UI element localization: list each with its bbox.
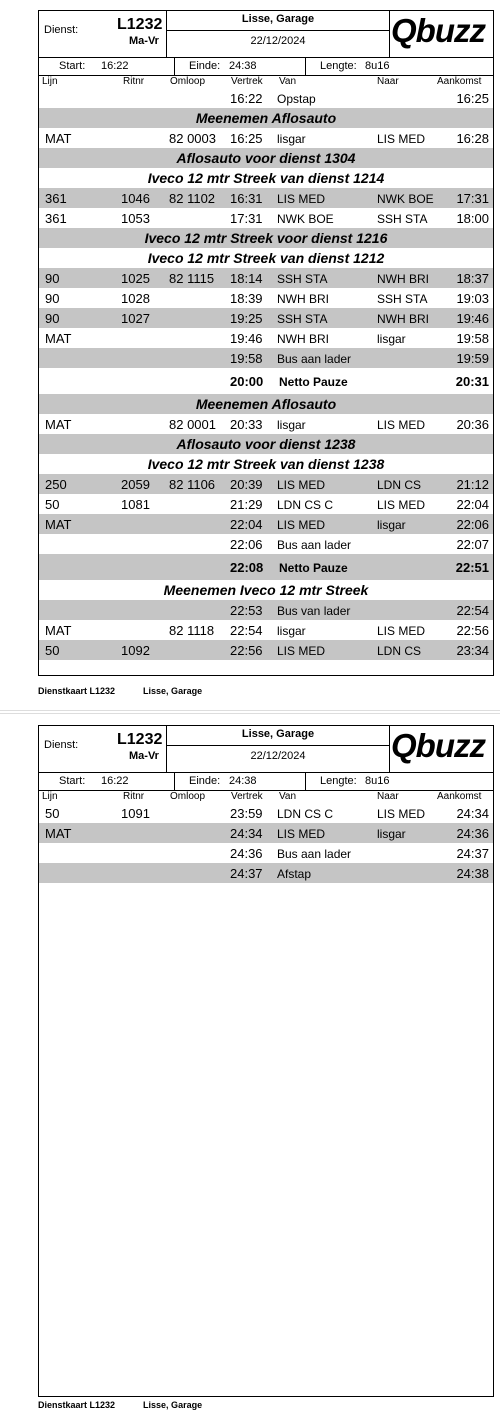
- location: Lisse, Garage: [241, 13, 315, 25]
- cell-naar: LIS MED: [377, 624, 426, 638]
- cell-vertrek: 17:31: [230, 211, 263, 226]
- cell-vertrek: 20:33: [230, 417, 263, 432]
- cell-vertrek: 19:46: [230, 331, 263, 346]
- dienst-number: L1232: [117, 16, 163, 33]
- pause-start: 20:00: [230, 374, 264, 389]
- dienst-days: Ma-Vr: [129, 750, 159, 762]
- cell-ritnr: 1028: [121, 291, 150, 306]
- col-vertrek: Vertrek: [231, 76, 263, 87]
- cell-van: Afstap: [277, 867, 312, 881]
- col-ritnr: Ritnr: [123, 791, 145, 802]
- table-row: [39, 414, 493, 434]
- cell-van: Bus aan lader: [277, 847, 352, 861]
- cell-lijn: MAT: [45, 826, 72, 841]
- cell-omloop: 82 1118: [169, 623, 215, 638]
- cell-van: SSH STA: [277, 312, 328, 326]
- cell-van: LDN CS C: [277, 498, 334, 512]
- cell-ritnr: 1081: [121, 497, 150, 512]
- cell-lijn: MAT: [45, 417, 72, 432]
- cell-vertrek: 22:54: [230, 623, 263, 638]
- table-row: [39, 474, 493, 494]
- table-row: [39, 803, 493, 823]
- header: [39, 11, 493, 58]
- cell-ritnr: 1046: [121, 191, 150, 206]
- cell-van: LIS MED: [277, 644, 326, 658]
- cell-van: LIS MED: [277, 478, 326, 492]
- cell-ritnr: 1027: [121, 311, 150, 326]
- pause-start: 22:08: [230, 560, 264, 575]
- cell-van: lisgar: [277, 418, 306, 432]
- table-row: [39, 843, 493, 863]
- summary-row: [39, 773, 493, 791]
- section-header: Meenemen Iveco 12 mtr Streek: [163, 582, 369, 598]
- cell-aankomst: 19:03: [456, 291, 489, 306]
- pause-end: 22:51: [455, 560, 489, 575]
- cell-van: NWH BRI: [277, 292, 329, 306]
- table-row: [39, 188, 493, 208]
- cell-aankomst: 24:34: [456, 806, 489, 821]
- einde-label: Einde:: [189, 775, 221, 787]
- cell-vertrek: 22:06: [230, 537, 263, 552]
- col-omloop: Omloop: [170, 791, 206, 802]
- table-row: [39, 128, 493, 148]
- section-header: Aflosauto voor dienst 1304: [39, 148, 493, 168]
- cell-lijn: 50: [45, 643, 60, 658]
- section-header: Iveco 12 mtr Streek van dienst 1212: [147, 250, 385, 266]
- page-2: [0, 713, 500, 1427]
- cell-lijn: 50: [45, 497, 60, 512]
- cell-ritnr: 1025: [121, 271, 150, 286]
- cell-ritnr: 2059: [121, 477, 150, 492]
- cell-naar: lisgar: [377, 827, 406, 841]
- cell-ritnr: 1053: [121, 211, 150, 226]
- table-row: [39, 823, 493, 843]
- cell-aankomst: 24:36: [456, 826, 489, 841]
- cell-vertrek: 22:56: [230, 643, 263, 658]
- footer-dienst: Dienstkaart L1232: [38, 1400, 116, 1410]
- cell-omloop: 82 0001: [169, 417, 216, 432]
- column-header: [39, 791, 493, 803]
- cell-naar: LDN CS: [377, 644, 422, 658]
- section-header: Iveco 12 mtr Streek van dienst 1238: [147, 456, 385, 472]
- cell-van: Bus aan lader: [277, 538, 352, 552]
- start-label: Start:: [59, 60, 86, 72]
- cell-van: LDN CS C: [277, 807, 334, 821]
- footer-location: Lisse, Garage: [143, 686, 203, 696]
- lengte-value: 8u16: [365, 775, 390, 787]
- cell-lijn: 361: [45, 211, 67, 226]
- schedule-table: [39, 88, 493, 660]
- col-naar: Naar: [377, 791, 399, 802]
- cell-vertrek: 20:39: [230, 477, 263, 492]
- cell-aankomst: 24:38: [456, 866, 489, 881]
- cell-aankomst: 21:12: [456, 477, 489, 492]
- table-row: [39, 208, 493, 228]
- cell-vertrek: 16:25: [230, 131, 263, 146]
- cell-aankomst: 16:25: [456, 91, 489, 106]
- qbuzz-logo: Qbuzz: [391, 12, 485, 49]
- cell-omloop: 82 1115: [169, 271, 215, 286]
- cell-aankomst: 18:37: [456, 271, 489, 286]
- section-header: Meenemen Aflosauto: [39, 108, 493, 128]
- date: 22/12/2024: [250, 750, 306, 762]
- cell-lijn: 90: [45, 311, 60, 326]
- cell-van: SSH STA: [277, 272, 328, 286]
- cell-vertrek: 21:29: [230, 497, 263, 512]
- cell-van: lisgar: [277, 132, 306, 146]
- table-row: [39, 620, 493, 640]
- col-lijn: Lijn: [42, 791, 58, 802]
- cell-naar: NWH BRI: [377, 272, 429, 286]
- cell-omloop: 82 0003: [169, 131, 216, 146]
- cell-van: LIS MED: [277, 192, 326, 206]
- start-time: 16:22: [101, 775, 129, 787]
- cell-aankomst: 20:36: [456, 417, 489, 432]
- cell-van: Bus van lader: [277, 604, 351, 618]
- table-row: [39, 328, 493, 348]
- pause-label: Netto Pauze: [279, 561, 348, 575]
- cell-aankomst: 18:00: [456, 211, 489, 226]
- section-header: Aflosauto voor dienst 1238: [39, 434, 493, 454]
- dienst-label: Dienst:: [44, 24, 79, 36]
- col-aankomst: Aankomst: [437, 76, 482, 87]
- cell-aankomst: 19:46: [456, 311, 489, 326]
- einde-time: 24:38: [229, 60, 257, 72]
- col-van: Van: [279, 791, 297, 802]
- start-time: 16:22: [101, 60, 129, 72]
- cell-van: LIS MED: [277, 518, 326, 532]
- cell-lijn: 90: [45, 291, 60, 306]
- cell-naar: lisgar: [377, 332, 406, 346]
- section-header: Iveco 12 mtr Streek voor dienst 1216: [39, 228, 493, 248]
- cell-van: Bus aan lader: [277, 352, 352, 366]
- cell-vertrek: 23:59: [230, 806, 263, 821]
- lengte-value: 8u16: [365, 60, 390, 72]
- cell-vertrek: 22:04: [230, 517, 263, 532]
- dienstkaart-frame: [38, 10, 494, 676]
- table-row: [39, 494, 493, 514]
- schedule-table: [39, 803, 493, 883]
- cell-vertrek: 18:14: [230, 271, 263, 286]
- cell-aankomst: 16:28: [456, 131, 489, 146]
- cell-naar: LIS MED: [377, 132, 426, 146]
- cell-omloop: 82 1102: [169, 191, 216, 206]
- table-row: [39, 514, 493, 534]
- cell-van: NWH BRI: [277, 332, 329, 346]
- col-lijn: Lijn: [42, 76, 58, 87]
- cell-aankomst: 22:07: [456, 537, 489, 552]
- cell-vertrek: 24:36: [230, 846, 263, 861]
- cell-aankomst: 22:56: [456, 623, 489, 638]
- table-row: [39, 288, 493, 308]
- col-aankomst: Aankomst: [437, 791, 482, 802]
- dienst-number: L1232: [117, 731, 163, 748]
- col-ritnr: Ritnr: [123, 76, 145, 87]
- table-row: [39, 348, 493, 368]
- table-row: [39, 308, 493, 328]
- cell-ritnr: 1091: [121, 806, 150, 821]
- cell-lijn: 50: [45, 806, 60, 821]
- table-row: [39, 88, 493, 108]
- dienst-days: Ma-Vr: [129, 35, 159, 47]
- cell-aankomst: 17:31: [456, 191, 489, 206]
- cell-naar: NWH BRI: [377, 312, 429, 326]
- cell-naar: NWK BOE: [377, 192, 434, 206]
- cell-vertrek: 16:22: [230, 91, 263, 106]
- cell-vertrek: 19:25: [230, 311, 263, 326]
- einde-time: 24:38: [229, 775, 257, 787]
- section-header: Iveco 12 mtr Streek van dienst 1214: [147, 170, 385, 186]
- table-row: [39, 863, 493, 883]
- table-row: [39, 534, 493, 554]
- cell-naar: LDN CS: [377, 478, 422, 492]
- cell-lijn: MAT: [45, 623, 72, 638]
- cell-aankomst: 23:34: [456, 643, 489, 658]
- cell-omloop: 82 1106: [169, 477, 216, 492]
- cell-aankomst: 19:58: [456, 331, 489, 346]
- einde-label: Einde:: [189, 60, 221, 72]
- cell-naar: LIS MED: [377, 498, 426, 512]
- cell-ritnr: 1092: [121, 643, 150, 658]
- cell-vertrek: 22:53: [230, 603, 263, 618]
- cell-lijn: 361: [45, 191, 67, 206]
- table-row: [39, 600, 493, 620]
- cell-lijn: 90: [45, 271, 60, 286]
- cell-naar: LIS MED: [377, 418, 426, 432]
- pause-label: Netto Pauze: [279, 375, 348, 389]
- cell-lijn: 250: [45, 477, 67, 492]
- column-header: [39, 76, 493, 88]
- footer-location: Lisse, Garage: [143, 1400, 203, 1410]
- cell-naar: LIS MED: [377, 807, 426, 821]
- cell-van: lisgar: [277, 624, 306, 638]
- footer-dienst: Dienstkaart L1232: [38, 686, 116, 696]
- cell-lijn: MAT: [45, 131, 72, 146]
- cell-van: NWK BOE: [277, 212, 334, 226]
- cell-aankomst: 22:06: [456, 517, 489, 532]
- qbuzz-logo: Qbuzz: [391, 727, 485, 764]
- col-naar: Naar: [377, 76, 399, 87]
- start-label: Start:: [59, 775, 86, 787]
- dienst-label: Dienst:: [44, 739, 79, 751]
- col-van: Van: [279, 76, 297, 87]
- cell-aankomst: 24:37: [456, 846, 489, 861]
- cell-lijn: MAT: [45, 331, 72, 346]
- col-vertrek: Vertrek: [231, 791, 263, 802]
- table-row: [39, 268, 493, 288]
- page-1: [0, 0, 500, 711]
- pause-end: 20:31: [455, 374, 489, 389]
- footer: [38, 1400, 202, 1410]
- cell-lijn: MAT: [45, 517, 72, 532]
- cell-vertrek: 18:39: [230, 291, 263, 306]
- pause-row: [39, 368, 493, 394]
- footer: [38, 686, 202, 696]
- cell-naar: SSH STA: [377, 212, 428, 226]
- table-row: [39, 640, 493, 660]
- cell-vertrek: 19:58: [230, 351, 263, 366]
- cell-aankomst: 22:54: [456, 603, 489, 618]
- col-omloop: Omloop: [170, 76, 206, 87]
- cell-van: Opstap: [277, 92, 316, 106]
- cell-van: LIS MED: [277, 827, 326, 841]
- cell-naar: SSH STA: [377, 292, 428, 306]
- section-header: Meenemen Aflosauto: [39, 394, 493, 414]
- dienstkaart-frame: [38, 725, 494, 1397]
- date: 22/12/2024: [250, 35, 306, 47]
- lengte-label: Lengte:: [320, 775, 357, 787]
- location: Lisse, Garage: [241, 728, 315, 740]
- header: [39, 726, 493, 773]
- cell-aankomst: 22:04: [456, 497, 489, 512]
- cell-naar: lisgar: [377, 518, 406, 532]
- cell-vertrek: 16:31: [230, 191, 263, 206]
- lengte-label: Lengte:: [320, 60, 357, 72]
- cell-vertrek: 24:34: [230, 826, 263, 841]
- summary-row: [39, 58, 493, 76]
- cell-vertrek: 24:37: [230, 866, 263, 881]
- pause-row: [39, 554, 493, 580]
- cell-aankomst: 19:59: [456, 351, 489, 366]
